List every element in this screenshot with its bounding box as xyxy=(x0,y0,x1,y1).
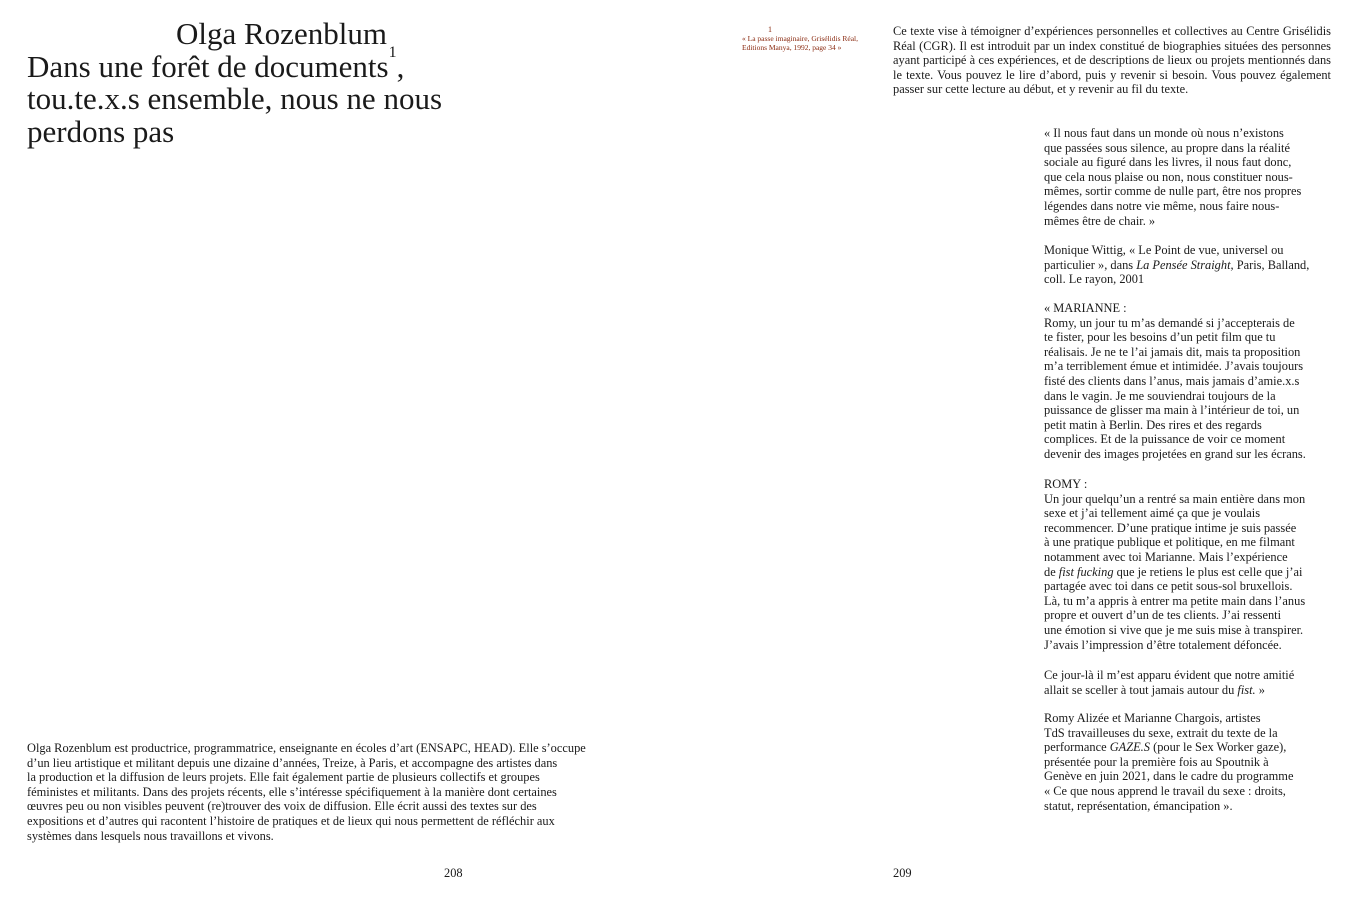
page-number-right: 209 xyxy=(893,866,912,880)
title-line: Dans une forêt de documents$^1$, xyxy=(27,43,405,84)
footnote: 1 « La passe imaginaire, Grisélidis Réal, Editions Manya, 1992, page 34 » xyxy=(742,25,859,52)
romy-dialogue: ROMY : Un jour quelqu’un a rentré sa main entière dans mon sexe et j’ai tellement aimé ça que je voulais recommencer. D’une pratique intime je suis passée à une pratique publique et politique, en me filmant notamment avec toi Marianne. Mais l’expérience de fist fucking que je retiens le plus est celle que j’ai partagée avec toi dans ce petit sous-sol bruxellois. Là, tu m’a appris à entrer ma petite main dans l’anus propre et ouvert d’un de tes clients. J’ai ressenti une émotion si vive que je me suis mise à transpirer. J’avais l’impression d’être totalement défoncée. xyxy=(1044,477,1306,652)
epigraph-citation: Monique Wittig, « Le Point de vue, universel ou particulier », dans La Pensée Straight, Paris, Balland, coll. Le rayon, 2001 xyxy=(1044,243,1310,287)
epigraph-quote: « Il nous faut dans un monde où nous n’existons que passées sous silence, au propre dans la réalité sociale au figuré dans les livres, il nous faut donc, que cela nous plaise ou non, nous constituer nous- mêmes, sortir comme de nulle part, être nos propres légendes dans notre vie même, nous faire nous- mêmes être de chair. » xyxy=(1044,126,1302,228)
closing-lines: Ce jour-là il m’est apparu évident que notre amitié allait se sceller à tout jamais autour du fist. » xyxy=(1044,668,1295,697)
title-line: tou.te.x.s ensemble, nous ne nous xyxy=(27,81,443,116)
dialogue-credit: Romy Alizée et Marianne Chargois, artistes TdS travailleuses du sexe, extrait du texte de la performance GAZE.S (pour le Sex Worker gaze), présentée pour la première fois au Spoutnik à Genève en juin 2021, dans le cadre du programme « Ce que nous apprend le travail du sexe : droits, statut, représentation, émancipation ». xyxy=(1044,711,1294,813)
title-line: perdons pas xyxy=(27,113,175,149)
article-title xyxy=(27,18,442,148)
marianne-dialogue: « MARIANNE : Romy, un jour tu m’as demandé si j’accepterais de te fister, pour les besoins d’un petit film que tu réalisais. Je ne te l’ai jamais dit, mais ta proposition m’a terriblement émue et intimidée. J’avais toujours fisté des clients dans l’anus, mais jamais d’amie.x.s dans le vagin. Je me souviendrai toujours de la puissance de glisser ma main à l’intérieur de toi, un petit matin à Berlin. Des rires et des regards complices. Et de la puissance de voir ce moment devenir des images projetées en grand sur les écrans. xyxy=(1044,301,1306,461)
footnote-ref: 1 xyxy=(388,43,397,61)
author-name: Olga Rozenblum xyxy=(176,16,387,51)
author-bio: Olga Rozenblum est productrice, programmatrice, enseignante en écoles d’art (ENSAPC, HEAD). Elle s’occupe d’un lieu artistique et militant depuis une dizaine d’années, Treize, à Paris, et accompagne des artistes dans la production et la diffusion de leurs projets. Elle fait également partie de plusieurs collectifs et groupes féministes et militants. Dans des projets récents, elle s’intéresse spécifiquement à la manière dont certaines œuvres peu ou non visibles peuvent (re)trouver des voix de diffusion. Elle écrit aussi des textes sur des expositions et d’autres qui racontent l’histoire de pratiques et de lieux qui nous permettent de réfléchir aux systèmes dans lesquels nous travaillons et vivons. xyxy=(27,741,586,843)
intro-paragraph: Ce texte vise à témoigner d’expériences personnelles et collectives au Centre Grisélidis Réal (CGR). Il est introduit par un index constitué de biographies situées des personnes ayant participé à ces expériences, et de descriptions de lieux ou projets mentionnés dans le texte. Vous pouvez le lire d’abord, puis y revenir si besoin. Vous pouvez également passer sur cette lecture au début, et y revenir au fil du texte. xyxy=(893,24,1331,97)
page-number-left: 208 xyxy=(444,866,463,880)
